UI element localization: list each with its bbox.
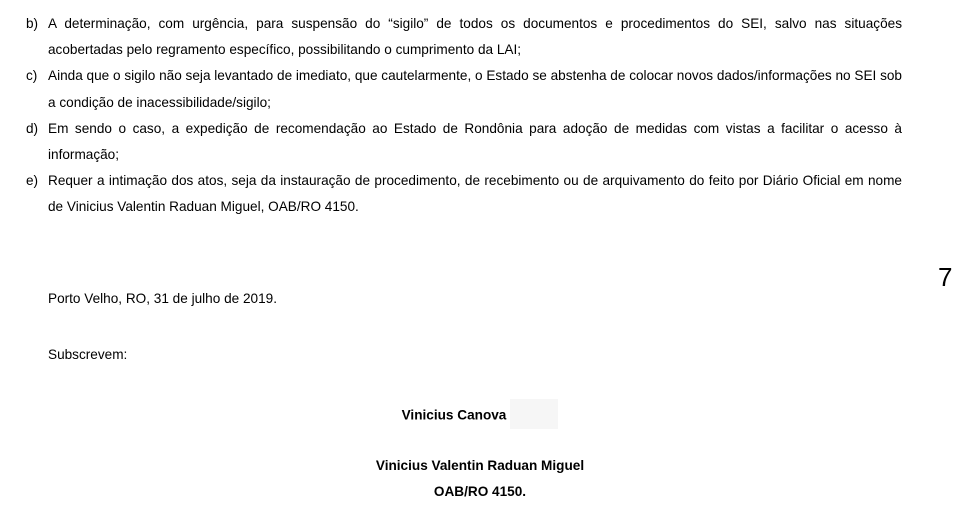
list-item-c	[26, 63, 902, 115]
subscribe-label: Subscrevem:	[48, 347, 128, 362]
list-marker: c)	[26, 68, 38, 84]
list-item-text: Ainda que o sigilo não seja levantado de imediato, que cautelarmente, o Estado se abstenha de colocar novos dados/informações no SEI sob a condição de inacessibilidade/sigilo;	[48, 68, 902, 110]
list-item-e	[26, 168, 902, 220]
signatory-name: Vinicius Canova	[401, 407, 507, 423]
list-marker: b)	[26, 16, 39, 31]
signatory-name-second: Vinicius Valentin Raduan Miguel	[375, 458, 585, 473]
list-item-d	[26, 116, 902, 168]
list-marker: e)	[26, 173, 39, 189]
place-date: Porto Velho, RO, 31 de julho de 2019.	[48, 291, 277, 306]
requests-list	[26, 11, 902, 221]
page-number: 7	[938, 262, 953, 292]
list-item-b	[26, 11, 902, 63]
signatory-oab: OAB/RO 4150.	[433, 484, 527, 499]
signature-block-first	[0, 401, 960, 431]
list-marker: d)	[26, 120, 39, 136]
signature-placeholder	[510, 399, 558, 429]
list-item-text: Em sendo o caso, a expedição de recomendação ao Estado de Rondônia para adoção de medidas com vistas a facilitar o acesso à informação;	[48, 120, 902, 163]
list-item-text: A determinação, com urgência, para suspensão do “sigilo” de todos os documentos e procedimentos do SEI, salvo nas situações acobertadas pelo regramento específico, possibilitando o cumprimento da LAI;	[48, 16, 902, 58]
list-item-text: Requer a intimação dos atos, seja da instauração de procedimento, de recebimento ou de arquivamento do feito por Diário Oficial em nome de Vinicius Valentin Raduan Miguel, OAB/RO 4150.	[48, 173, 902, 215]
